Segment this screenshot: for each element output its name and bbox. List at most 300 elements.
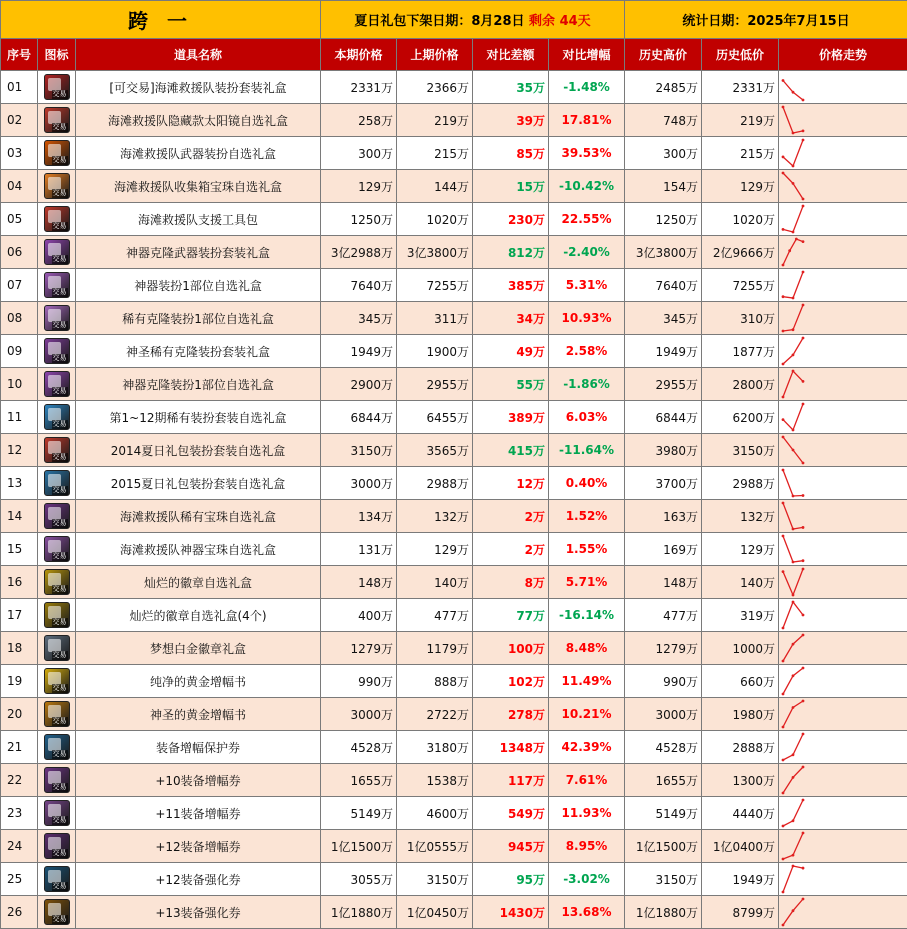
price-trend-sparkline [779,698,819,730]
trend-point [802,700,805,703]
historical-high: 169万 [625,533,702,566]
trend-point [802,766,805,769]
item-name: 神圣的黄金增幅书 [76,698,321,731]
trend-point [792,819,795,822]
trend-line [783,701,803,727]
trade-badge: 交易 [52,255,67,263]
historical-low: 310万 [702,302,779,335]
price-change: -2.40% [549,236,625,269]
price-trend-sparkline [779,731,819,763]
price-trend-cell [779,731,907,764]
previous-price: 311万 [397,302,473,335]
col-header-name: 道具名称 [76,39,321,71]
trade-badge: 交易 [52,618,67,626]
trend-point [802,205,805,208]
item-name: 2014夏日礼包装扮套装自选礼盒 [76,434,321,467]
price-change: 10.21% [549,698,625,731]
previous-price: 1538万 [397,764,473,797]
current-price: 300万 [321,137,397,170]
table-row [1,863,907,896]
trend-point [802,494,805,497]
trend-point [802,799,805,802]
item-name: [可交易]海滩救援队装扮套装礼盒 [76,71,321,104]
item-icon-cell [38,830,76,863]
price-change: 1.52% [549,500,625,533]
trend-point [792,495,795,498]
trend-point [792,328,795,331]
trend-point [792,601,795,604]
deadline-date: 8月28日 [471,14,525,29]
current-price: 6844万 [321,401,397,434]
item-name: 灿烂的徽章自选礼盒 [76,566,321,599]
price-trend-cell [779,764,907,797]
item-name: 梦想白金徽章礼盒 [76,632,321,665]
trend-point [792,231,795,234]
item-icon [44,173,70,199]
item-name: 装备增幅保护券 [76,731,321,764]
trade-badge: 交易 [52,189,67,197]
current-price: 3亿2988万 [321,236,397,269]
price-diff: 34万 [473,302,549,335]
current-price: 400万 [321,599,397,632]
item-name: +12装备增幅券 [76,830,321,863]
trend-point [782,396,785,399]
item-name: 海滩救援队收集箱宝珠自选礼盒 [76,170,321,203]
historical-low: 140万 [702,566,779,599]
item-icon-cell [38,71,76,104]
trend-point [782,264,785,267]
trend-point [792,561,795,564]
price-trend-cell [779,698,907,731]
table-row [1,302,907,335]
item-icon [44,536,70,562]
trend-point [782,858,785,861]
trade-badge: 交易 [52,717,67,725]
trend-line [783,173,803,199]
trend-point [782,660,785,663]
trend-point [782,924,785,927]
price-trend-sparkline [779,467,819,499]
region-title: 跨 一 [1,1,321,39]
previous-price: 888万 [397,665,473,698]
previous-price: 1亿0555万 [397,830,473,863]
price-trend-cell [779,335,907,368]
trade-badge: 交易 [52,321,67,329]
col-header-high: 历史高价 [625,39,702,71]
table-row [1,632,907,665]
item-icon [44,866,70,892]
row-number: 05 [1,203,38,236]
table-row [1,797,907,830]
item-icon-cell [38,533,76,566]
price-trend-cell [779,137,907,170]
historical-low: 1300万 [702,764,779,797]
price-trend-sparkline [779,368,819,400]
trade-badge: 交易 [52,684,67,692]
item-icon-cell [38,500,76,533]
col-header-previous-price: 上期价格 [397,39,473,71]
trend-point [788,249,791,252]
trade-badge: 交易 [52,387,67,395]
table-row [1,368,907,401]
price-diff: 117万 [473,764,549,797]
historical-high: 1655万 [625,764,702,797]
price-trend-sparkline [779,302,819,334]
price-diff: 15万 [473,170,549,203]
historical-high: 1亿1500万 [625,830,702,863]
price-trend-sparkline [779,104,819,136]
table-row [1,137,907,170]
current-price: 4528万 [321,731,397,764]
item-icon-cell [38,236,76,269]
historical-high: 3700万 [625,467,702,500]
price-trend-sparkline [779,599,819,631]
current-price: 990万 [321,665,397,698]
historical-low: 129万 [702,170,779,203]
trend-point [782,693,785,696]
trend-point [802,733,805,736]
trend-line [783,536,803,562]
current-price: 148万 [321,566,397,599]
item-name: 稀有克隆装扮1部位自选礼盒 [76,302,321,335]
item-name: +11装备增幅券 [76,797,321,830]
trend-point [802,271,805,274]
item-icon-cell [38,632,76,665]
historical-high: 148万 [625,566,702,599]
item-name: 海滩救援队稀有宝珠自选礼盒 [76,500,321,533]
row-number: 16 [1,566,38,599]
price-change: 11.93% [549,797,625,830]
price-change: 17.81% [549,104,625,137]
trend-line [783,470,803,496]
current-price: 131万 [321,533,397,566]
previous-price: 219万 [397,104,473,137]
price-change: -3.02% [549,863,625,896]
price-diff: 549万 [473,797,549,830]
price-trend-cell [779,830,907,863]
trend-point [802,304,805,307]
trend-point [782,627,785,630]
previous-price: 144万 [397,170,473,203]
col-header-icon: 图标 [38,39,76,71]
item-name: 纯净的黄金增幅书 [76,665,321,698]
historical-high: 1250万 [625,203,702,236]
price-trend-cell [779,863,907,896]
item-icon-cell [38,764,76,797]
trend-point [802,667,805,670]
price-trend-sparkline [779,500,819,532]
historical-low: 2800万 [702,368,779,401]
price-change: 8.48% [549,632,625,665]
trade-badge: 交易 [52,552,67,560]
trend-point [802,403,805,406]
item-icon [44,899,70,925]
trend-line [783,81,803,101]
trend-point [792,528,795,531]
trend-point [802,568,805,571]
price-diff: 1430万 [473,896,549,929]
price-diff: 100万 [473,632,549,665]
current-price: 5149万 [321,797,397,830]
price-change: 5.31% [549,269,625,302]
table-row [1,500,907,533]
item-icon [44,734,70,760]
price-trend-sparkline [779,533,819,565]
previous-price: 2722万 [397,698,473,731]
row-number: 09 [1,335,38,368]
price-diff: 812万 [473,236,549,269]
price-change: 0.40% [549,467,625,500]
price-change: -1.48% [549,71,625,104]
previous-price: 7255万 [397,269,473,302]
row-number: 23 [1,797,38,830]
table-row [1,203,907,236]
current-price: 3000万 [321,467,397,500]
historical-low: 7255万 [702,269,779,302]
trend-point [802,526,805,529]
row-number: 18 [1,632,38,665]
previous-price: 2988万 [397,467,473,500]
price-trend-cell [779,533,907,566]
current-price: 3000万 [321,698,397,731]
row-number: 14 [1,500,38,533]
historical-low: 2988万 [702,467,779,500]
price-diff: 35万 [473,71,549,104]
trend-point [802,867,805,870]
price-diff: 2万 [473,500,549,533]
price-trend-cell [779,170,907,203]
trend-line [783,866,803,892]
item-icon-cell [38,467,76,500]
item-icon-cell [38,665,76,698]
table-row [1,764,907,797]
historical-low: 660万 [702,665,779,698]
price-trend-cell [779,368,907,401]
price-trend-sparkline [779,632,819,664]
trend-point [802,380,805,383]
trend-point [792,449,795,452]
historical-high: 4528万 [625,731,702,764]
price-diff: 95万 [473,863,549,896]
table-row [1,434,907,467]
price-change: -1.86% [549,368,625,401]
item-icon-cell [38,863,76,896]
table-row [1,401,907,434]
item-icon-cell [38,269,76,302]
trend-point [792,182,795,185]
price-diff: 39万 [473,104,549,137]
trend-point [792,429,795,432]
price-trend-sparkline [779,170,819,202]
item-name: 灿烂的徽章自选礼盒(4个) [76,599,321,632]
trend-line [783,503,803,529]
historical-high: 345万 [625,302,702,335]
item-icon-cell [38,599,76,632]
historical-high: 5149万 [625,797,702,830]
current-price: 7640万 [321,269,397,302]
item-icon [44,701,70,727]
trend-line [783,206,803,232]
historical-high: 1949万 [625,335,702,368]
price-trend-sparkline [779,566,819,598]
trend-point [802,139,805,142]
row-number: 02 [1,104,38,137]
price-trend-sparkline [779,896,819,928]
item-icon [44,272,70,298]
price-trend-cell [779,104,907,137]
row-number: 19 [1,665,38,698]
historical-high: 3亿3800万 [625,236,702,269]
price-diff: 12万 [473,467,549,500]
price-diff: 49万 [473,335,549,368]
previous-price: 1900万 [397,335,473,368]
price-change: 39.53% [549,137,625,170]
price-change: -16.14% [549,599,625,632]
trend-point [802,337,805,340]
item-icon-cell [38,731,76,764]
trade-badge: 交易 [52,354,67,362]
price-trend-sparkline [779,203,819,235]
trend-point [792,297,795,300]
row-number: 20 [1,698,38,731]
item-name: 神器克隆装扮1部位自选礼盒 [76,368,321,401]
row-number: 10 [1,368,38,401]
item-icon-cell [38,302,76,335]
row-number: 13 [1,467,38,500]
item-icon [44,668,70,694]
table-row [1,335,907,368]
trend-point [782,418,785,421]
historical-low: 129万 [702,533,779,566]
trend-point [802,634,805,637]
price-trend-sparkline [779,797,819,829]
trend-point [792,854,795,857]
previous-price: 4600万 [397,797,473,830]
price-change: 11.49% [549,665,625,698]
item-icon [44,635,70,661]
previous-price: 3150万 [397,863,473,896]
historical-high: 1亿1880万 [625,896,702,929]
previous-price: 1020万 [397,203,473,236]
historical-high: 300万 [625,137,702,170]
table-row [1,698,907,731]
trend-point [792,674,795,677]
trend-point [802,614,805,617]
price-diff: 85万 [473,137,549,170]
trade-badge: 交易 [52,453,67,461]
historical-low: 4440万 [702,797,779,830]
historical-low: 2亿9666万 [702,236,779,269]
price-change: -11.64% [549,434,625,467]
trend-line [783,338,803,364]
price-trend-cell [779,269,907,302]
price-diff: 415万 [473,434,549,467]
historical-low: 1000万 [702,632,779,665]
price-change: 2.58% [549,335,625,368]
trend-point [802,99,805,102]
row-number: 01 [1,71,38,104]
price-trend-cell [779,500,907,533]
current-price: 345万 [321,302,397,335]
historical-low: 2888万 [702,731,779,764]
current-price: 1655万 [321,764,397,797]
item-name: +13装备强化券 [76,896,321,929]
trend-point [792,594,795,597]
price-trend-cell [779,203,907,236]
historical-high: 3000万 [625,698,702,731]
item-icon [44,404,70,430]
historical-high: 3150万 [625,863,702,896]
historical-high: 477万 [625,599,702,632]
item-icon [44,800,70,826]
trade-badge: 交易 [52,156,67,164]
deadline-remaining: 剩余 44天 [529,14,591,29]
historical-low: 6200万 [702,401,779,434]
trend-point [782,535,785,538]
trend-line [783,635,803,661]
historical-high: 3980万 [625,434,702,467]
historical-high: 7640万 [625,269,702,302]
item-name: 海滩救援队武器装扮自选礼盒 [76,137,321,170]
trend-point [802,462,805,465]
trend-point [782,759,785,762]
price-trend-cell [779,434,907,467]
historical-high: 2485万 [625,71,702,104]
trade-badge: 交易 [52,288,67,296]
item-name: 海滩救援队神器宝珠自选礼盒 [76,533,321,566]
current-price: 1279万 [321,632,397,665]
trend-point [782,363,785,366]
trade-badge: 交易 [52,519,67,527]
trend-line [783,569,803,595]
previous-price: 2955万 [397,368,473,401]
price-diff: 55万 [473,368,549,401]
row-number: 22 [1,764,38,797]
item-icon-cell [38,797,76,830]
item-icon [44,569,70,595]
trend-point [802,832,805,835]
historical-high: 154万 [625,170,702,203]
item-name: 海滩救援队支援工具包 [76,203,321,236]
table-row [1,71,907,104]
table-row [1,896,907,929]
price-diff: 945万 [473,830,549,863]
price-change: 6.03% [549,401,625,434]
price-trend-sparkline [779,335,819,367]
row-number: 12 [1,434,38,467]
trend-point [782,502,785,505]
trend-point [802,898,805,901]
row-number: 06 [1,236,38,269]
trend-point [782,295,785,298]
item-icon-cell [38,104,76,137]
historical-low: 1980万 [702,698,779,731]
price-diff: 385万 [473,269,549,302]
row-number: 17 [1,599,38,632]
col-header-no: 序号 [1,39,38,71]
trend-point [792,165,795,168]
trend-line [783,404,803,430]
price-diff: 230万 [473,203,549,236]
trend-line [783,668,803,694]
trend-point [792,132,795,135]
item-icon [44,107,70,133]
price-trend-sparkline [779,137,819,169]
trend-line [783,239,803,265]
historical-high: 748万 [625,104,702,137]
price-trend-sparkline [779,401,819,433]
item-icon [44,74,70,100]
